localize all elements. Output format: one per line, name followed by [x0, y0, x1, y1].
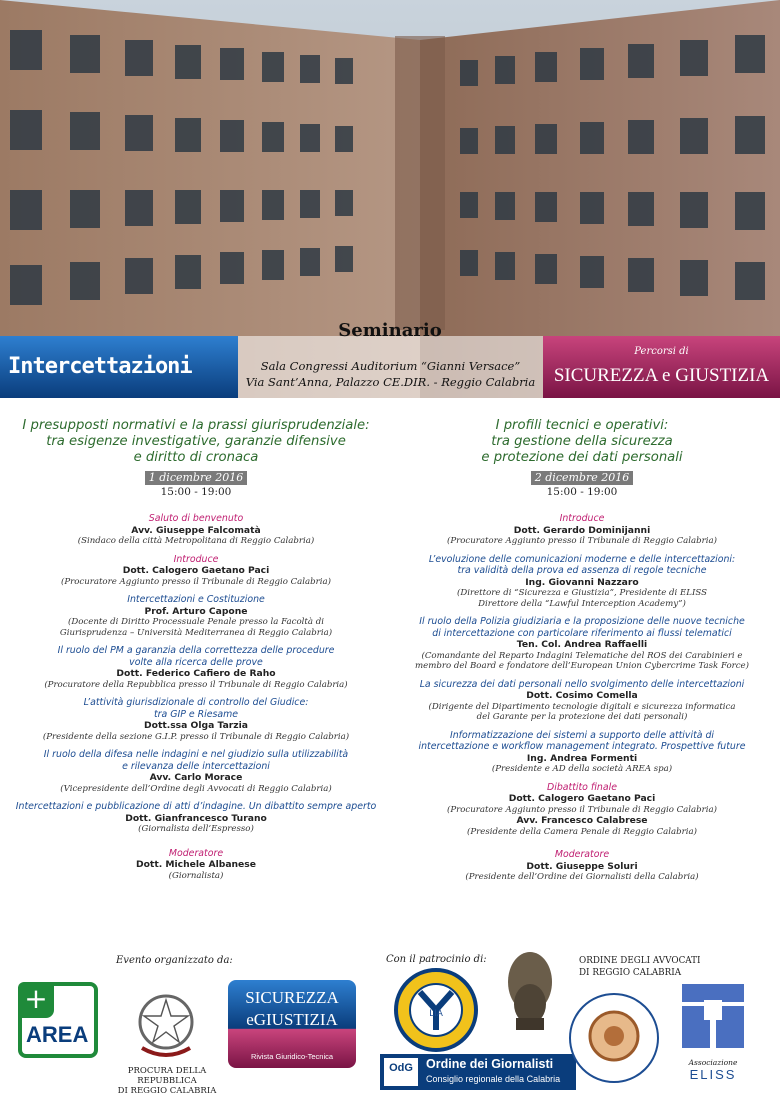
speaker-role: (Giornalista) [168, 870, 224, 881]
area-logo-text: AREA [26, 1022, 89, 1047]
program-item [6, 848, 386, 882]
speaker-role: (Procuratore Aggiunto presso il Tribunale di Reggio Calabria) [446, 536, 718, 546]
eliss-name: ELISS [689, 1067, 737, 1082]
speaker-role: (Presidente dell’Ordine dei Giornalisti della Calabria) [465, 872, 699, 882]
ordine-avvocati-label [579, 955, 701, 979]
sg-logo-line-1: SICUREZZA [245, 988, 339, 1007]
venue-line-1: Sala Congressi Auditorium “Gianni Versace” [260, 359, 521, 373]
patronage-label: Con il patrocinio di: [386, 954, 487, 965]
speaker-role: (Sindaco della città Metropolitana di Reggio Calabria) [77, 536, 315, 546]
sg-logo-line-2: eGIUSTIZIA [246, 1010, 338, 1029]
ordine-avvocati-line: ORDINE DEGLI AVVOCATI [579, 956, 701, 966]
speaker-name: Dott.ssa Olga Tarzia [144, 720, 248, 731]
program-item [392, 554, 772, 610]
speaker-name: Dott. Calogero Gaetano Paci [122, 565, 270, 576]
program-item [6, 749, 386, 794]
item-heading: Dibattito finale [547, 781, 617, 793]
intercettazioni-banner [0, 336, 238, 398]
item-heading: Informatizzazione dei sistemi a supporto delle attività di [449, 729, 715, 741]
speaker-role: Direttore della “Lawful Interception Academy”) [478, 598, 686, 609]
program-item [392, 730, 772, 775]
speaker-name: Prof. Arturo Capone [144, 605, 248, 617]
program-item [392, 849, 772, 883]
speaker-role: (Comandante del Reparto Indagini Telematiche del ROS dei Carabinieri e [421, 650, 743, 661]
speaker-name: Dott. Federico Cafiero de Raho [116, 668, 276, 679]
lia-text: LIA [429, 1009, 443, 1019]
item-heading: volte alla ricerca delle prove [129, 656, 263, 668]
program-item [392, 513, 772, 547]
day-2-time: 15:00 - 19:00 [546, 486, 618, 498]
program-item [392, 616, 772, 672]
item-heading: e rilevanza delle intercettazioni [122, 760, 270, 772]
day-1-title-line: e diritto di cronaca [133, 450, 259, 465]
eliss-logo [670, 980, 756, 1080]
odg-subtitle: Consiglio regionale della Calabria [426, 1074, 561, 1084]
item-heading: tra GIP e Riesame [153, 708, 239, 720]
speaker-name: Ing. Giovanni Nazzaro [525, 576, 639, 588]
organized-by-label: Evento organizzato da: [116, 955, 233, 966]
speaker-name: Dott. Calogero Gaetano Paci [508, 793, 656, 804]
sicurezza-giustizia-logo [228, 980, 356, 1068]
program-item [6, 801, 386, 835]
item-heading: di intercettazione con particolare riferimento ai flussi telematici [432, 627, 732, 639]
eliss-mark-icon [678, 980, 748, 1052]
speaker-role: del Garante per la protezione dei dati personali) [476, 712, 688, 722]
day-2-title [392, 418, 772, 466]
speaker-name: Dott. Cosimo Comella [526, 690, 638, 701]
item-heading: intercettazione e workflow management integrato. Prospettive future [418, 741, 746, 752]
venue [238, 358, 543, 390]
item-heading: tra validità della prova ed assenza di regole tecniche [457, 565, 707, 576]
speaker-name: Avv. Francesco Calabrese [516, 815, 648, 826]
day-1-title [6, 418, 386, 466]
eliss-sub: Associazione [688, 1058, 738, 1067]
day-2-title-line: tra gestione della sicurezza [491, 434, 673, 449]
speaker-name: Ing. Andrea Formenti [526, 752, 638, 764]
day-1-time: 15:00 - 19:00 [160, 486, 232, 498]
item-heading: Introduce [173, 553, 219, 565]
item-heading: L’attività giurisdizionale di controllo del Giudice: [83, 697, 309, 708]
seminar-label: Seminario [338, 320, 442, 341]
day-2-column [392, 418, 772, 883]
day-1-title-line: tra esigenze investigative, garanzie difensive [46, 434, 346, 449]
item-heading: Moderatore [168, 847, 224, 859]
day-1-date: 1 dicembre 2016 [145, 471, 247, 485]
procura-line: DI REGGIO CALABRIA [117, 1086, 217, 1096]
bronze-head-sculpture [500, 946, 560, 1032]
speaker-name: Dott. Michele Albanese [135, 859, 256, 870]
universita-mediterranea-logo [566, 990, 662, 1086]
item-heading: Il ruolo della Polizia giudiziaria e la proposizione delle nuove tecniche [419, 616, 745, 627]
program-item [392, 679, 772, 723]
speaker-name: Avv. Giuseppe Falcomatà [131, 524, 261, 536]
speaker-role: (Procuratore Aggiunto presso il Tribunale di Reggio Calabria) [60, 576, 332, 587]
speaker-role: (Giornalista dell’Espresso) [138, 824, 254, 834]
speaker-role: (Vicepresidente dell’Ordine degli Avvocati di Reggio Calabria) [60, 783, 332, 794]
area-logo [18, 982, 98, 1058]
ordine-avvocati-line: DI REGGIO CALABRIA [579, 968, 682, 978]
procura-label [102, 1066, 232, 1096]
day-1-title-line: I presupposti normativi e la prassi giurisprudenziale: [22, 418, 370, 433]
program-item [392, 782, 772, 838]
speaker-name: Avv. Carlo Morace [149, 772, 243, 783]
odg-box: OdG [384, 1058, 418, 1086]
intercettazioni-title: Intercettazioni [8, 354, 192, 379]
speaker-role: (Docente di Diritto Processuale Penale presso la Facoltà di [68, 617, 324, 627]
speaker-role: membro del Board e fondatore dell’European Union Cybercrime Task Force) [415, 661, 749, 671]
item-heading: Moderatore [554, 849, 610, 860]
speaker-name: Dott. Giuseppe Soluri [526, 860, 638, 872]
item-heading: Intercettazioni e pubblicazione di atti d’indagine. Un dibattito sempre aperto [15, 801, 377, 812]
speaker-name: Dott. Gerardo Dominijanni [513, 524, 651, 536]
program-item [6, 594, 386, 638]
program-item [6, 697, 386, 742]
item-heading: Il ruolo del PM a garanzia della correttezza delle procedure [57, 645, 335, 656]
speaker-role: (Presidente della Camera Penale di Reggio Calabria) [466, 826, 698, 837]
lawful-interception-academy-logo [390, 968, 482, 1052]
sicurezza-giustizia-title: SICUREZZA e GIUSTIZIA [553, 365, 770, 386]
speaker-name: Dott. Gianfrancesco Turano [125, 812, 267, 824]
program-item [6, 513, 386, 547]
italian-republic-emblem [134, 990, 198, 1064]
procura-line: PROCURA DELLA REPUBBLICA [127, 1066, 207, 1086]
item-heading: Introduce [559, 513, 605, 524]
speaker-role: Giurisprudenza – Università Mediterranea di Reggio Calabria) [59, 627, 333, 638]
sg-logo-sub: Rivista Giuridico-Tecnica [250, 1052, 334, 1061]
program-item [6, 645, 386, 690]
odg-title: Ordine dei Giornalisti [426, 1057, 554, 1071]
item-heading: Saluto di benvenuto [148, 513, 244, 524]
plus-icon: + [18, 982, 54, 1018]
speaker-role: (Procuratore della Repubblica presso il Tribunale di Reggio Calabria) [44, 679, 348, 690]
item-heading: L’evoluzione delle comunicazioni moderne e delle intercettazioni: [428, 553, 736, 565]
day-1-column [6, 418, 386, 881]
ordine-giornalisti-logo [380, 1054, 576, 1090]
sicurezza-giustizia-banner [543, 336, 780, 398]
item-heading: Il ruolo della difesa nelle indagini e nel giudizio sulla utilizzabilità [43, 749, 349, 760]
speaker-name: Ten. Col. Andrea Raffaelli [516, 639, 648, 650]
speaker-role: (Procuratore Aggiunto presso il Tribunale di Reggio Calabria) [446, 804, 718, 815]
program-item [6, 554, 386, 588]
speaker-role: (Presidente e AD della società AREA spa) [491, 764, 673, 774]
item-heading: Intercettazioni e Costituzione [127, 594, 265, 605]
venue-line-2: Via Sant’Anna, Palazzo CE.DIR. - Reggio Calabria [245, 375, 536, 389]
speaker-role: (Dirigente del Dipartimento tecnologie digitali e sicurezza informatica [428, 701, 736, 712]
day-2-title-line: I profili tecnici e operativi: [495, 418, 669, 433]
day-2-title-line: e protezione dei dati personali [481, 450, 683, 465]
percorsi-label: Percorsi di [634, 346, 689, 357]
item-heading: La sicurezza dei dati personali nello svolgimento delle intercettazioni [419, 678, 745, 690]
day-2-date: 2 dicembre 2016 [531, 471, 633, 485]
speaker-role: (Presidente della sezione G.I.P. presso il Tribunale di Reggio Calabria) [42, 731, 350, 742]
speaker-role: (Direttore di “Sicurezza e Giustizia”, Presidente di ELISS [457, 588, 707, 598]
